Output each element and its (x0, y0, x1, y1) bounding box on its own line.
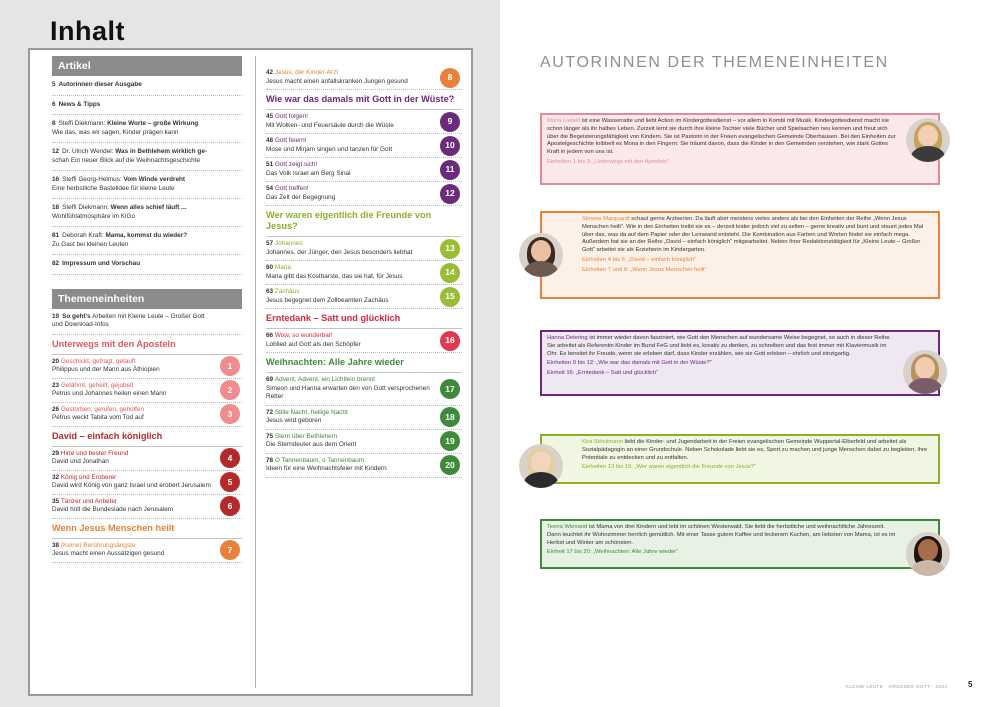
unit-name: Gott treffen! (274, 185, 309, 192)
artikel-entry[interactable] (52, 96, 242, 116)
unit-entry[interactable] (266, 134, 462, 158)
author-card (540, 434, 940, 484)
unit-title (266, 409, 434, 418)
entry-title: Wenn alles schief läuft ... (110, 204, 187, 211)
artikel-entry[interactable] (52, 115, 242, 143)
author-photo (903, 350, 947, 394)
unit-number-badge: 3 (220, 404, 240, 424)
artikel-entry[interactable] (52, 227, 242, 255)
unit-entry[interactable] (266, 406, 462, 430)
unit-entry[interactable] (52, 539, 242, 563)
unit-entry[interactable] (52, 471, 242, 495)
author-name: Teena Wienand (547, 524, 589, 530)
page-number: 63 (266, 288, 275, 295)
shoulders (911, 560, 945, 576)
shoulders (908, 378, 942, 394)
entry-subtitle: schah Ein neuer Blick auf die Weihnachtsgeschichte (52, 156, 201, 164)
artikel-entry[interactable] (52, 76, 242, 96)
artikel-list (52, 76, 242, 275)
author-photo (906, 118, 950, 162)
unit-entry[interactable] (266, 182, 462, 206)
entry-author: Steffi Diekmann: (58, 120, 108, 127)
page-number: 48 (266, 137, 275, 144)
artikel-entry[interactable] (52, 255, 242, 275)
unit-name: Gelähmt, geheilt, gejubelt (60, 381, 134, 389)
section-heading: Wer waren eigentlich die Freunde von Jesus? (266, 206, 462, 237)
unit-entry[interactable] (52, 447, 242, 471)
entry-title: Impressum und Vorschau (62, 260, 141, 267)
entry-title: Mama, kommst du wieder? (105, 232, 188, 239)
unit-name: Stern über Bethlehem (274, 432, 338, 440)
unit-title (52, 450, 214, 459)
unit-title (52, 474, 214, 483)
unit-number-badge: 9 (440, 112, 460, 132)
page-number: 29 (52, 449, 61, 457)
column-divider (255, 56, 256, 688)
unit-name: Stille Nacht, heilige Nacht (274, 408, 348, 416)
page-number: 16 (52, 176, 60, 183)
face (531, 451, 551, 473)
author-card (540, 519, 940, 569)
section-heading: Erntedank – Satt und glücklich (266, 309, 462, 329)
page-number: 35 (52, 497, 61, 505)
unit-number-badge: 18 (440, 407, 460, 427)
unit-entry[interactable] (52, 403, 242, 427)
unit-title (266, 332, 434, 341)
page-number: 81 (52, 232, 60, 239)
author-units-reference: Einheiten 13 bis 15: „Wer waren eigentlich die Freunde von Jesus?“ (582, 464, 756, 471)
unit-description: Loblied auf Gott als den Schöpfer (266, 340, 361, 348)
unit-number-badge: 10 (440, 136, 460, 156)
unit-entry[interactable] (266, 373, 462, 406)
unit-entry[interactable] (52, 495, 242, 519)
page-number: 72 (266, 408, 275, 416)
author-bio: schaut gerne Arztserien. Da läuft aber meistens vieles anders als bei den Einheiten der Reihe „Wenn Jesus Menschen heilt“. Wie in den Einheiten treibt sie es – derzeit leider jedoch viel zu selten – gerne kreativ und bunt und staunt jedes Mal über das, was da auf dem Papier oder der Leinwand entsteht. Die Kombination aus Farben und Worten findet sie einfach mega. Außerdem hat sie an der Reihe „David – einfach königlich“ mitgearbeitet. Neben ihrer Redaktionstätigkeit für „Kleine Leute – Großer Gott“ arbeitet sie als Erzieherin im Kindergarten. (582, 216, 924, 254)
entry-title: Kleine Worte – große Wirkung (107, 120, 199, 127)
entry-title: Autorinnen dieser Ausgabe (58, 81, 142, 88)
page-number-right: 5 (968, 680, 973, 689)
entry-subtitle: Eine herbstliche Bastelidee für kleine Leute (52, 184, 175, 192)
unit-title (266, 113, 434, 122)
unit-title (266, 137, 434, 146)
page-number: 23 (52, 381, 61, 389)
artikel-entry[interactable] (52, 143, 242, 171)
page-number: 45 (266, 113, 275, 120)
unit-description: Petrus und Johannes heilen einen Mann (52, 390, 167, 397)
unit-description: Petrus weckt Tabita vom Tod auf (52, 414, 144, 421)
unit-title (266, 185, 434, 194)
unit-title (266, 376, 434, 385)
unit-description: Philippus und der Mann aus Äthiopien (52, 366, 160, 373)
entry-author: Steffi Diekmann: (62, 204, 111, 211)
unit-title (266, 288, 434, 297)
entry-title: News & Tipps (58, 100, 101, 108)
unit-name: Zachäus (274, 288, 300, 295)
unit-title (52, 382, 214, 391)
author-units-reference: Einheit 16: „Erntedank – Satt und glücklich“ (547, 370, 659, 377)
page-number: 38 (52, 541, 61, 549)
themen-intro[interactable] (52, 309, 242, 335)
page-number: 32 (52, 473, 61, 481)
unit-description: David wird König von ganz Israel und erobert Jerusalem (52, 482, 211, 489)
unit-title (266, 457, 434, 466)
unit-title (266, 240, 434, 249)
author-units-reference: Einheiten 7 und 8: „Wenn Jesus Menschen heilt“ (582, 266, 707, 273)
unit-entry[interactable] (266, 66, 462, 90)
unit-title (52, 358, 214, 367)
face (915, 357, 935, 379)
entry-subtitle: Zu Gast bei kleinen Leuten (52, 240, 129, 248)
unit-entry[interactable] (266, 430, 462, 454)
unit-description: David holt die Bundeslade nach Jerusalem (52, 506, 174, 513)
section-heading: Wenn Jesus Menschen heilt (52, 519, 242, 539)
author-card (540, 113, 940, 185)
author-name: Mona Liebelt (547, 118, 582, 124)
unit-name: Hirte und bester Freund (60, 449, 129, 457)
face (918, 125, 938, 147)
page-number: 69 (266, 376, 275, 383)
author-units-reference: Einheiten 1 bis 3: „Unterwegs mit den Aposteln“ (547, 158, 670, 165)
unit-description: Jesus macht einen Aussätzigen gesund (52, 550, 165, 557)
author-units-reference: Einheiten 9 bis 12: „Wie war das damals mit Gott in der Wüste?“ (547, 360, 712, 367)
page-number: 5 (52, 81, 56, 88)
unit-description: Jesus begegnet dem Zollbeamten Zachäus (266, 296, 389, 304)
unit-description: Simeon und Hanna erwarten den von Gott versprochenen Retter (266, 384, 430, 400)
section-heading: Unterwegs mit den Aposteln (52, 335, 242, 355)
page-number: 18 (52, 204, 60, 211)
unit-name: Wow, so wunderbar! (274, 332, 333, 339)
unit-name: (Keine) Berührungsängste (60, 541, 136, 549)
unit-title (266, 433, 434, 442)
unit-name: Tänzer und Anbeter (60, 497, 118, 505)
author-bio: ist Mama von drei Kindern und lebt im schönen Westerwald. Sie liebt die herbstliche und weihnachtliche Jahreszeit. Dann leuchtet ihr Wohnzimmer herrlich gemütlich. Mit einer Tasse gutem Kaffee und leckerem Kuchen, am liebsten von Mama, ist es im Herbst und Winter am schönsten. (547, 524, 896, 546)
face (531, 240, 551, 262)
entry-author: Deborah Kraft: (62, 232, 106, 239)
shoulders (524, 261, 558, 277)
page-number: 26 (52, 405, 61, 413)
page-number: 75 (266, 432, 275, 440)
unit-title (266, 264, 434, 273)
unit-title (52, 498, 214, 507)
unit-number-badge: 15 (440, 287, 460, 307)
unit-description: Jesus macht einen anfallskranken Jungen gesund (266, 77, 408, 85)
unit-entry[interactable] (52, 379, 242, 403)
page-number: 54 (266, 185, 275, 192)
unit-entry[interactable] (266, 454, 462, 478)
section-heading: Weihnachten: Alle Jahre wieder (266, 353, 462, 373)
unit-description: Das Zelt der Begegnung (266, 193, 336, 201)
unit-name: Gestorben, gerufen, geholfen (60, 405, 145, 413)
unit-description: Jesus wird geboren (266, 417, 322, 424)
unit-number-badge: 14 (440, 263, 460, 283)
author-bio: liebt die Kinder- und Jugendarbeit in der Freien evangelischen Gemeinde Wuppertal-Elberfeld und arbeitet als Sozialpädagogin an einer Grundschule. Neben Schokolade liebt sie es, Sport zu machen und junge Menschen dabei zu begleiten, ihre Potentiale zu entdecken und zu entfalten. (582, 439, 928, 461)
entry-title: So geht's (62, 312, 91, 320)
unit-title (52, 406, 214, 415)
author-photo (906, 532, 950, 576)
page-number: 51 (266, 161, 275, 168)
unit-number-badge: 16 (440, 331, 460, 351)
unit-entry[interactable] (52, 355, 242, 379)
author-bio: ist eine Wasserratte und liebt Action im Kindergottesdienst – vor allem in Kombi mit Musik. Kindergottesdienst macht sie schon länger als ihr halbes Leben. Zurzeit lernt sie durch ihre kleine Tochter viele Bücher und Spielsachen neu kennen und freut sich über die Begeisterungsfähigkeit von Kindern. Sie ist Pastorin in der Freien evangelischen Gemeinde Oberhausen. Bei den Einheiten zur Apostelgeschichte kribbelt es Mona in den Fingern: Sie träumt davon, dass die Kinder in den Gemeinden verstehen, wie stark Gottes Kraft in jedem von uns ist. (547, 118, 896, 156)
unit-entry[interactable] (266, 329, 462, 353)
unit-description: Maria gibt das Kostbarste, das sie hat, für Jesus (266, 272, 403, 280)
unit-name: Gott feiern! (274, 137, 307, 144)
unit-title (266, 69, 434, 78)
unit-title (266, 161, 434, 170)
unit-name: König und Eroberer (60, 473, 117, 481)
unit-description: Ideen für eine Weihnachtsfeier mit Kindern (266, 465, 387, 472)
unit-description: Die Sterndeuter aus dem Orient (266, 441, 357, 448)
unit-description: Das Volk Israel am Berg Sinai (266, 169, 351, 177)
intro-line: und Download-Infos (52, 321, 109, 328)
unit-number-badge: 4 (220, 448, 240, 468)
section-heading: David – einfach königlich (52, 427, 242, 447)
unit-name: Gott folgen! (274, 113, 308, 120)
artikel-entry[interactable] (52, 199, 242, 227)
entry-title: Vom Winde verdreht (123, 176, 186, 183)
intro-line: Arbeiten mit Kleine Leute – Großer Gott (92, 312, 205, 320)
unit-number-badge: 8 (440, 68, 460, 88)
contents-column-left (52, 50, 242, 563)
unit-title (52, 542, 214, 551)
author-photo (519, 233, 563, 277)
sections-left (52, 335, 242, 563)
section-bar-themen: Themeneinheiten (52, 289, 242, 309)
unit-name: Maria (274, 264, 291, 271)
unit-name: Gott zeigt sich! (274, 161, 318, 168)
entry-subtitle: Wie das, was wir sagen, Kinder prägen kann (52, 128, 179, 136)
shoulders (911, 146, 945, 162)
page-number: 78 (266, 456, 275, 464)
unit-entry[interactable] (266, 285, 462, 309)
contents-frame (28, 48, 473, 696)
page-number: 66 (266, 332, 275, 339)
page-number: 12 (52, 148, 60, 155)
author-card (540, 211, 940, 299)
author-units-reference: Einheit 17 bis 20: „Weihnachten: Alle Jahre wieder“ (547, 549, 679, 556)
entry-title: Was in Bethlehem wirklich ge- (115, 148, 208, 155)
unit-number-badge: 2 (220, 380, 240, 400)
entry-author: Dr. Ulrich Wendel: (62, 148, 116, 155)
unit-number-badge: 5 (220, 472, 240, 492)
page-number: 6 (52, 100, 56, 108)
unit-number-badge: 19 (440, 431, 460, 451)
unit-name: Jesus, der Kinder-Arzt (274, 69, 339, 76)
unit-number-badge: 17 (440, 379, 460, 399)
artikel-entry[interactable] (52, 171, 242, 199)
unit-name: Johannes (274, 240, 303, 247)
author-name: Simone Marquardt (582, 216, 632, 222)
shoulders (524, 472, 558, 488)
unit-number-badge: 20 (440, 455, 460, 475)
author-card (540, 330, 940, 396)
page-number: 57 (266, 240, 275, 247)
running-footer: KLEINE LEUTE · GROSSER GOTT · 2024 (846, 684, 948, 689)
entry-subtitle: Wohlfühlatmosphäre im KiGo (52, 212, 135, 220)
unit-description: Mose und Mirjam singen und tanzen für Gott (266, 145, 393, 153)
unit-number-badge: 1 (220, 356, 240, 376)
page-title: Inhalt (50, 16, 125, 46)
unit-number-badge: 11 (440, 160, 460, 180)
author-photo (519, 444, 563, 488)
author-name: Hanna Detering (547, 335, 590, 341)
unit-description: Mit Wolken- und Feuersäule durch die Wüste (266, 121, 394, 129)
unit-name: Geschickt, gefragt, getauft (60, 357, 136, 365)
page-number: 20 (52, 357, 61, 365)
entry-author: Steffi Georg-Helmus: (62, 176, 124, 183)
page-number: 19 (52, 312, 60, 320)
author-bio: ist immer wieder davon fasziniert, wie Gott den Menschen auf wundersame Weise begegnet, so auch in dieser Reihe. Sie arbeitet als Referentin Kinder im Bund FeG und liebt es, kreativ zu denken, zu schreiben und das fest immer mit Klaviermusik im Ohr. Es bereitet ihr Freude, wenn sie erleben darf, dass Kinder erzählen, wie sie Gott erleben – ehrlich und einzigartig. (547, 335, 892, 357)
unit-description: Johannes, der Jünger, den Jesus besonders liebhat (266, 248, 413, 256)
authors-title: AUTORINNEN DER THEMENEINHEITEN (540, 54, 889, 71)
contents-column-right (266, 50, 462, 478)
author-name: Kira Stöckmann (582, 439, 625, 445)
unit-number-badge: 7 (220, 540, 240, 560)
unit-description: David und Jonathan (52, 458, 109, 465)
unit-entry[interactable] (266, 237, 462, 261)
unit-entry[interactable] (266, 110, 462, 134)
page-number: 8 (52, 120, 56, 127)
face (918, 539, 938, 561)
unit-number-badge: 12 (440, 184, 460, 204)
section-heading: Wie war das damals mit Gott in der Wüste? (266, 90, 462, 110)
page-number: 42 (266, 69, 275, 76)
unit-number-badge: 13 (440, 239, 460, 259)
page-number: 82 (52, 260, 60, 267)
unit-name: O Tannenbaum, o Tannenbaum (274, 456, 365, 464)
unit-name: Advent, Advent, ein Lichtlein brennt (274, 376, 376, 383)
page-number: 60 (266, 264, 275, 271)
unit-entry[interactable] (266, 261, 462, 285)
author-units-reference: Einheiten 4 bis 6: „David – einfach königlich“ (582, 256, 697, 263)
unit-entry[interactable] (266, 158, 462, 182)
unit-number-badge: 6 (220, 496, 240, 516)
section-bar-artikel: Artikel (52, 56, 242, 76)
